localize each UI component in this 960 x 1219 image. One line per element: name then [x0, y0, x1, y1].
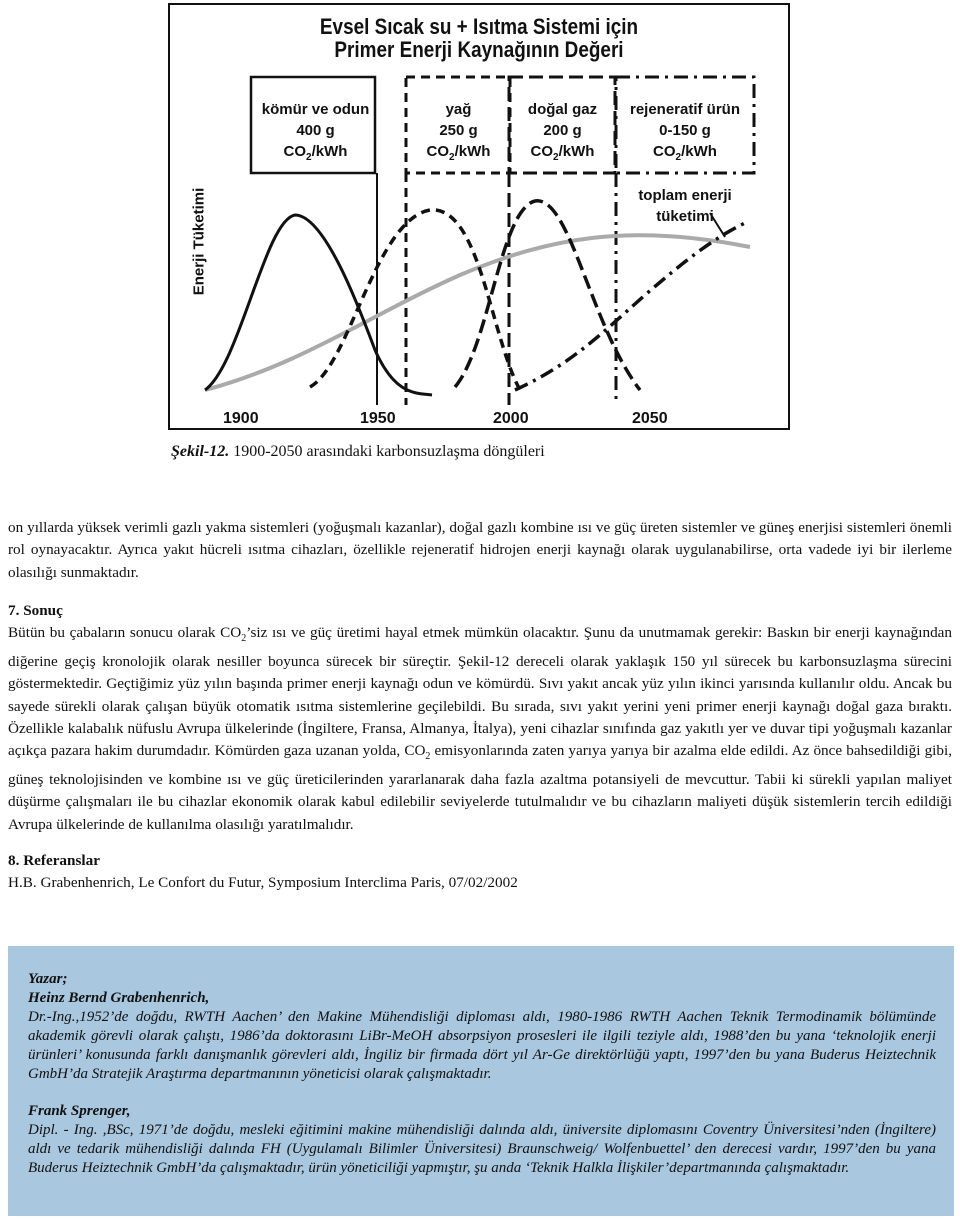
source-renewable-label — [620, 99, 750, 168]
figure-caption — [171, 443, 545, 461]
figure-title-line2: Primer Enerji Kaynağının Değeri — [334, 37, 624, 62]
p2-sub-b: 2 — [425, 751, 431, 763]
y-axis-label: Enerji Tüketimi — [190, 187, 208, 296]
author2-bio: Dipl. - Ing. ,BSc, 1971’de doğdu, mesleki eğitimini makine mühendisliği dalında aldı, üniversite diplomasını Coventry Üniversitesi’nden (İngiltere) aldı ve tedarik mühendisliği dalında FH (Uygulamalı Bilimler Üniversitesi) Braunschweig/ Wolfenbuettel’ den derecesi vardır, 1997’den bu yana Buderus Heiztechnik GmbH’da çalışmaktadır, ürün yöneticiliği yapmıştır, şu anda ‘Teknik Halkla İlişkiler’departmanında çalışmaktadır. — [28, 1122, 936, 1176]
author-heading: Yazar; — [28, 971, 68, 987]
source-gas-name: doğal gaz — [527, 101, 598, 118]
author1-name: Heinz Bernd Grabenhenrich, — [28, 990, 210, 1006]
source-gas-unit: $CO_2$/kWh — [530, 143, 595, 163]
source-coal-name: kömür ve odun — [261, 101, 370, 118]
paragraph-1 — [8, 517, 952, 584]
tick-1950: 1950 — [360, 410, 396, 427]
gas-curve — [455, 201, 640, 390]
tick-1900: 1900 — [223, 410, 259, 427]
section-8-heading: 8. Referanslar — [8, 852, 100, 869]
total-label-line2: tüketimi — [656, 208, 714, 225]
caption-lead: Şekil-12. — [171, 443, 230, 460]
caption-text: 1900-2050 arasındaki karbonsuzlaşma döngüleri — [229, 443, 545, 460]
figure-frame — [168, 3, 790, 430]
author-box-content — [28, 970, 936, 1178]
figure-title-line1: Evsel Sıcak su + Isıtma Sistemi için — [319, 14, 639, 39]
author-box — [8, 946, 954, 1216]
source-gas-amount: 200 g — [543, 122, 582, 139]
para1-text: on yıllarda yüksek verimli gazlı yakma sistemleri (yoğuşmalı kazanlar), doğal gazlı kombine ısı ve güç üreten sistemler ve güneş enerjisi sistemleri önemli rol oynayacaktır. Ayrıca yakıt hücreli ısıtma cihazları, özellikle rejeneratif hidrojen enerji kaynağı olarak uygulanabilirse, orta vadede iyi bir ilerleme olasılığı sunmaktadır. — [8, 519, 952, 581]
source-coal-amount: 400 g — [296, 122, 335, 139]
total-consumption-label — [625, 185, 745, 227]
source-oil-amount: 250 g — [439, 122, 478, 139]
renewable-curve — [515, 223, 745, 390]
p2-part-b: ’siz ısı ve güç üretimi hayal etmek mümkün olacaktır. Şunu da unutmamak gerekir: Baskın bir enerji kaynağından diğerine geçiş kronolojik olarak nesiller boyunca sürecek bir süreçtir. Şekil-12 dereceli olarak yaklaşık 150 yıl sürecek bu karbonsuzlaşma sürecini göstermektedir. Geçtiğimiz yüz yılın başında primer enerji kaynağı odun ve kömürdü. Sıvı yakıt ancak yüz yılın ikinci yarısında kullanılır oldu. Ancak bu sayede sürekli olarak çalışan büyük otomatik ısıtma sistemlerine geçilebildi. Bu sırada, sıvı yakıt yerini yeni primer enerji kaynağı doğal gaza bıraktı. Özellikle kalabalık nüfuslu Avrupa ülkelerinde (İngiltere, Fransa, Almanya, İtalya), yeni cihazlar sınıfında gaz yakıtlı yer ve duvar tipi yoğuşmalı kazanlar açıkça pazara hakim durumdadır. Kömürden gaza uzanan yolda, CO — [8, 624, 952, 760]
author1-bio: Dr.-Ing.,1952’de doğdu, RWTH Aachen’ den Makine Mühendisliği diploması aldı, 1980-1986 RWTH Aachen Teknik Termodinamik bölümünde akademik görevli olarak çalıştı, 1986’da doktorasını LiBr-MeOH absorpsiyon prosesleri ile ilgili teziyle aldı, 1988’den bu yana ‘teknolojik enerji ürünleri’ konusunda farklı danışmanlık görevleri aldı, İngiliz bir firmada dört yıl Ar-Ge direktörlüğü yaptı, 1997’den bu yana Buderus Heiztechnik GmbH’da Stratejik Araştırma departmanının yöneticisi olarak çalışmaktadır. — [28, 1009, 936, 1082]
section-7-heading: 7. Sonuç — [8, 602, 63, 619]
p2-part-c: emisyonlarında zaten yarıya yarıya bir azalma elde edildi. Az önce bahsedildiği gibi, güneş teknolojisinden ve kombine ısı ve güç üreticilerinden yararlanarak daha fazla azaltma potansiyeli de mevcuttur. Tabii ki sürekli yapılan maliyet düşürme çalışmaları ile bu cihazlar ekonomik olarak kabul edilebilir seviyelerde tutulmalıdır ve bu cihazların maliyeti düşük sistemlerin tercih edildiği Avrupa ülkelerinde de kullanılma olasılığı yaratılmalıdır. — [8, 742, 952, 833]
p2-part-a: Bütün bu çabaların sonucu olarak CO — [8, 624, 242, 642]
source-renewable-name: rejeneratif ürün — [629, 101, 741, 118]
source-renewable-amount: 0-150 g — [659, 122, 711, 139]
source-renewable-unit: $CO_2$/kWh — [653, 143, 717, 163]
source-gas-label — [500, 99, 625, 168]
source-oil-name: yağ — [445, 101, 472, 118]
source-oil-unit: $CO_2$/kWh — [426, 143, 491, 163]
total-label-line1: toplam enerji — [638, 187, 732, 204]
source-coal-label — [253, 99, 378, 168]
reference-entry: H.B. Grabenhenrich, Le Confort du Futur, Symposium Interclima Paris, 07/02/2002 — [8, 874, 518, 892]
source-coal-unit: $CO_2$/kWh — [283, 143, 348, 163]
section-7-paragraph — [8, 622, 952, 836]
p2-sub-a: 2 — [241, 633, 247, 645]
section-7 — [8, 600, 952, 836]
tick-2000: 2000 — [493, 410, 529, 427]
section-8 — [8, 850, 952, 895]
tick-2050: 2050 — [632, 410, 668, 427]
author2-name: Frank Sprenger, — [28, 1103, 131, 1119]
